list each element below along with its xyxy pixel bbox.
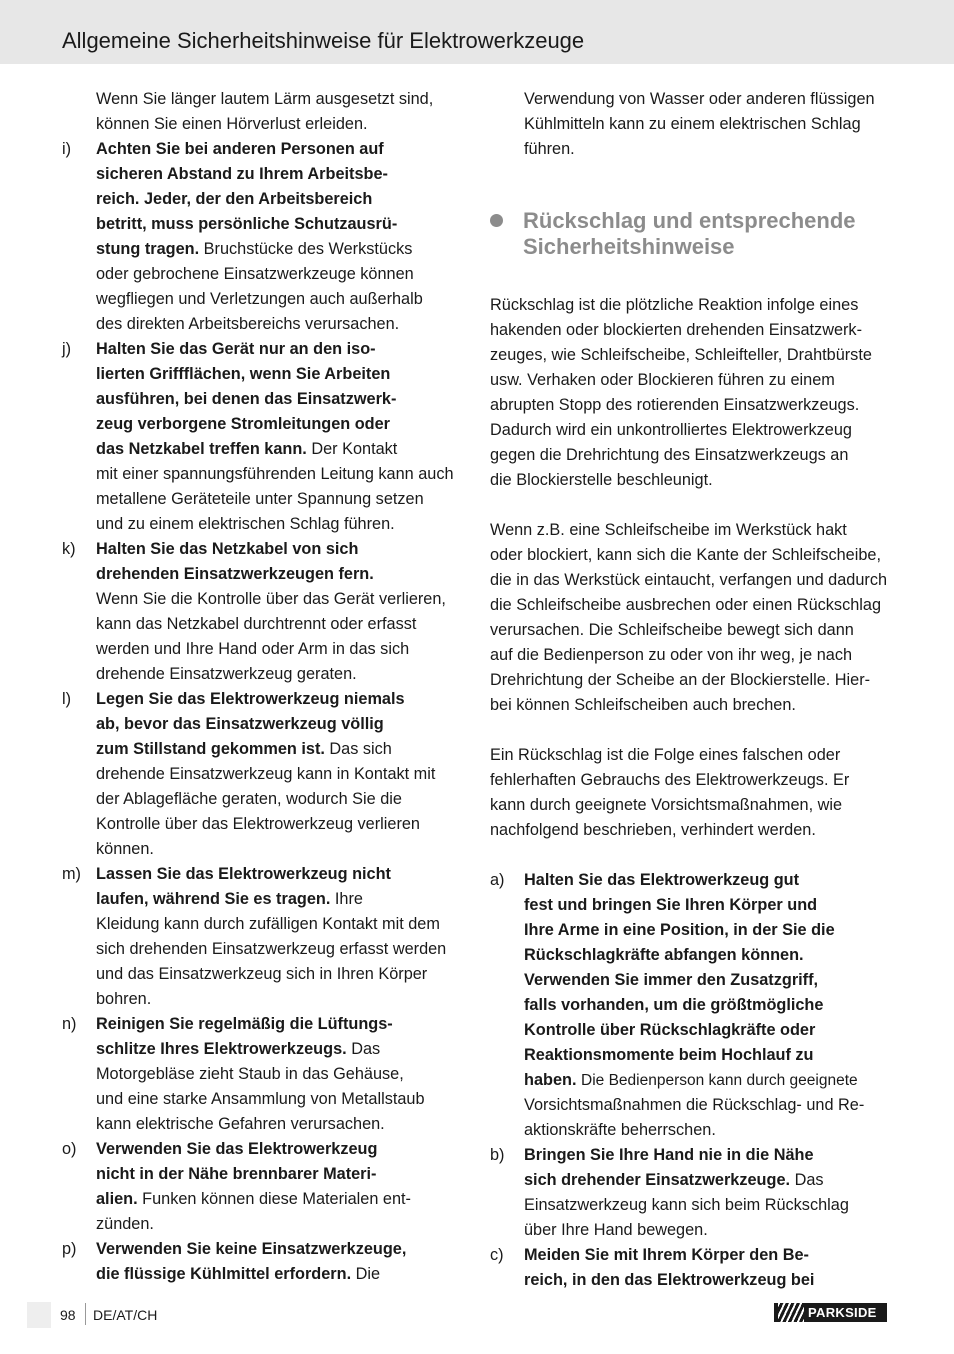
left-column — [62, 87, 466, 1287]
text-span: Das sich — [329, 740, 392, 758]
bold-line: ab, bevor das Einsatzwerkzeug völlig — [96, 715, 384, 733]
safety-item-p — [62, 1237, 466, 1287]
bold-line: Legen Sie das Elektrowerkzeug niemals — [96, 690, 405, 708]
bold-line: falls vorhanden, um die größtmögliche — [524, 996, 824, 1014]
safety-item-c — [490, 1243, 894, 1293]
paragraph-kickback-definition — [490, 293, 894, 493]
text-line: wegfliegen und Verletzungen auch außerhalb — [96, 290, 423, 308]
text-line: fehlerhaften Gebrauchs des Elektrowerkzeugs. Er — [490, 771, 850, 789]
footer-tab — [27, 1302, 51, 1328]
bold-line: Halten Sie das Netzkabel von sich — [96, 540, 359, 558]
bold-line: zeug verborgene Stromleitungen oder — [96, 415, 391, 433]
bold-line: Achten Sie bei anderen Personen auf — [96, 140, 384, 158]
safety-item-j — [62, 337, 466, 537]
text-span: Bruchstücke des Werkstücks — [203, 240, 413, 258]
text-line: Motorgebläse zieht Staub in das Gehäuse, — [96, 1065, 404, 1083]
text-line: Einsatzwerkzeug kann sich beim Rückschlag — [524, 1196, 849, 1214]
text-line: kann elektrische Gefahren verursachen. — [96, 1115, 385, 1133]
text-line: Wenn Sie die Kontrolle über das Gerät verlieren, — [96, 590, 446, 608]
text-span: Funken können diese Materialen ent- — [142, 1190, 411, 1208]
text-line: Wenn Sie länger lautem Lärm ausgesetzt sind, — [96, 90, 434, 108]
text-line: und eine starke Ansammlung von Metallstaub — [96, 1090, 425, 1108]
item-label: c) — [490, 1246, 504, 1264]
item-label: m) — [62, 865, 81, 883]
item-label: n) — [62, 1015, 77, 1033]
text-line: sich drehenden Einsatzwerkzeug erfasst werden — [96, 940, 447, 958]
paragraph-kickback-prevention — [490, 743, 894, 843]
logo-text: PARKSIDE — [808, 1305, 877, 1320]
bold-line: Kontrolle über Rückschlagkräfte oder — [524, 1021, 816, 1039]
safety-item-i — [62, 137, 466, 337]
page-number: 98 — [60, 1307, 76, 1323]
safety-item-m — [62, 862, 466, 1012]
bold-span: zum Stillstand gekommen ist. — [96, 740, 325, 758]
bold-span: alien. — [96, 1190, 138, 1208]
text-line: zeuges, wie Schleifscheibe, Schleifteller, Drahtbürste — [490, 346, 872, 364]
bold-line: Verwenden Sie das Elektrowerkzeug — [96, 1140, 378, 1158]
text-span: Das — [351, 1040, 381, 1058]
brand-logo — [774, 1303, 887, 1322]
text-span: Das — [794, 1171, 824, 1189]
text-line: Rückschlag ist die plötzliche Reaktion infolge eines — [490, 296, 859, 314]
bold-line: Rückschlagkräfte abfangen können. — [524, 946, 804, 964]
safety-item-o — [62, 1137, 466, 1237]
text-line: Kleidung kann durch zufälligen Kontakt mit dem — [96, 915, 440, 933]
text-line: des direkten Arbeitsbereichs verursachen. — [96, 315, 400, 333]
bold-span: die flüssige Kühlmittel erfordern. — [96, 1265, 352, 1283]
mixed-line — [524, 1168, 894, 1193]
bold-line: Lassen Sie das Elektrowerkzeug nicht — [96, 865, 391, 883]
text-line: usw. Verhaken oder Blockieren führen zu einem — [490, 371, 835, 389]
text-line: oder gebrochene Einsatzwerkzeuge können — [96, 265, 414, 283]
continued-paragraph — [490, 87, 894, 162]
bold-span: laufen, während Sie es tragen. — [96, 890, 331, 908]
text-line: über Ihre Hand bewegen. — [524, 1221, 708, 1239]
right-column — [490, 87, 894, 1293]
text-line: nachfolgend beschrieben, verhindert werden. — [490, 821, 816, 839]
text-line: die Schleifscheibe ausbrechen oder einen Rückschlag — [490, 596, 881, 614]
safety-item-b — [490, 1143, 894, 1243]
mixed-line — [96, 1262, 466, 1287]
section-heading — [490, 208, 894, 260]
text-line: die Blockierstelle beschleunigt. — [490, 471, 713, 489]
text-line: können. — [96, 840, 154, 858]
item-label: a) — [490, 871, 505, 889]
mixed-line — [96, 737, 466, 762]
text-span: Ihre — [334, 890, 363, 908]
text-line: Kühlmitteln kann zu einem elektrischen Schlag — [524, 115, 861, 133]
text-line: kann das Netzkabel durchtrennt oder erfasst — [96, 615, 417, 633]
bold-line: fest und bringen Sie Ihren Körper und — [524, 896, 818, 914]
text-line: drehende Einsatzwerkzeug kann in Kontakt mit — [96, 765, 436, 783]
text-line: werden und Ihre Hand oder Arm in das sich — [96, 640, 410, 658]
text-line: Drehrichtung der Scheibe an der Blockierstelle. Hier- — [490, 671, 871, 689]
text-line: führen. — [524, 140, 575, 158]
page-title: Allgemeine Sicherheitshinweise für Elektrowerkzeuge — [62, 28, 585, 53]
text-line: mit einer spannungsführenden Leitung kann auch — [96, 465, 454, 483]
bold-span: das Netzkabel treffen kann. — [96, 440, 307, 458]
text-line: gegen die Drehrichtung des Einsatzwerkzeugs an — [490, 446, 849, 464]
bold-line: nicht in der Nähe brennbarer Materi- — [96, 1165, 377, 1183]
bold-line: Bringen Sie Ihre Hand nie in die Nähe — [524, 1146, 814, 1164]
text-line: der Ablagefläche geraten, wodurch Sie die — [96, 790, 402, 808]
bold-line: Halten Sie das Elektrowerkzeug gut — [524, 871, 800, 889]
safety-item-a — [490, 868, 894, 1143]
text-line: Ein Rückschlag ist die Folge eines falschen oder — [490, 746, 841, 764]
text-line: kann durch geeignete Vorsichtsmaßnahmen, wie — [490, 796, 843, 814]
text-line: verursachen. Die Schleifscheibe bewegt sich dann — [490, 621, 854, 639]
mixed-line — [96, 887, 466, 912]
bold-line: ausführen, bei denen das Einsatzwerk- — [96, 390, 397, 408]
text-line: auf die Bedienperson zu oder von ihr weg, je nach — [490, 646, 853, 664]
text-line: bohren. — [96, 990, 152, 1008]
safety-item-n — [62, 1012, 466, 1137]
item-label: l) — [62, 690, 72, 708]
bold-line: Verwenden Sie immer den Zusatzgriff, — [524, 971, 819, 989]
text-line: und zu einem elektrischen Schlag führen. — [96, 515, 395, 533]
text-line: aktionskräfte beherrschen. — [524, 1121, 716, 1139]
text-line: und das Einsatzwerkzeug sich in Ihren Körper — [96, 965, 428, 983]
bold-span: sich drehender Einsatzwerkzeuge. — [524, 1171, 791, 1189]
item-label: i) — [62, 140, 72, 158]
mixed-line — [524, 1068, 894, 1093]
mixed-line — [96, 237, 466, 262]
text-line: bei können Schleifscheiben auch brechen. — [490, 696, 796, 714]
item-label: j) — [62, 340, 72, 358]
text-line: abrupten Stopp des rotierenden Einsatzwerkzeugs. — [490, 396, 860, 414]
bold-line: Halten Sie das Gerät nur an den iso- — [96, 340, 376, 358]
logo-stripes-icon — [778, 1303, 804, 1322]
bold-line: Verwenden Sie keine Einsatzwerkzeuge, — [96, 1240, 407, 1258]
heading-line: Rückschlag und entsprechende — [523, 208, 856, 233]
bold-line: Meiden Sie mit Ihrem Körper den Be- — [524, 1246, 809, 1264]
region-code: DE/AT/CH — [93, 1307, 158, 1323]
bold-line: lierten Griffflächen, wenn Sie Arbeiten — [96, 365, 391, 383]
bold-span: haben. — [524, 1071, 577, 1089]
bold-line: sicheren Abstand zu Ihrem Arbeitsbe- — [96, 165, 388, 183]
bold-line: reich, in den das Elektrowerkzeug bei — [524, 1271, 815, 1289]
text-line: Verwendung von Wasser oder anderen flüssigen — [524, 90, 875, 108]
text-line: können Sie einen Hörverlust erleiden. — [96, 115, 368, 133]
text-line: drehende Einsatzwerkzeug geraten. — [96, 665, 357, 683]
text-line: oder blockiert, kann sich die Kante der Schleifscheibe, — [490, 546, 881, 564]
text-line: hakenden oder blockierten drehenden Einsatzwerk- — [490, 321, 862, 339]
footer-divider — [85, 1303, 86, 1325]
intro-paragraph — [62, 87, 466, 137]
mixed-line — [96, 1187, 466, 1212]
bold-span: schlitze Ihres Elektrowerkzeugs. — [96, 1040, 347, 1058]
text-line: metallene Geräteteile unter Spannung setzen — [96, 490, 424, 508]
text-line: die in das Werkstück eintaucht, verfangen und dadurch — [490, 571, 888, 589]
text-span: Die Bedienperson kann durch geeignete — [581, 1072, 858, 1089]
page-header — [0, 0, 954, 64]
paragraph-kickback-example — [490, 518, 894, 718]
bold-span: stung tragen. — [96, 240, 200, 258]
text-line: Kontrolle über das Elektrowerkzeug verlieren — [96, 815, 420, 833]
text-line: Wenn z.B. eine Schleifscheibe im Werkstück hakt — [490, 521, 847, 539]
safety-item-l — [62, 687, 466, 862]
text-span: Der Kontakt — [311, 440, 398, 458]
bold-line: Reaktionsmomente beim Hochlauf zu — [524, 1046, 814, 1064]
bold-line: Ihre Arme in eine Position, in der Sie die — [524, 921, 835, 939]
item-label: b) — [490, 1146, 505, 1164]
bold-line: reich. Jeder, der den Arbeitsbereich — [96, 190, 373, 208]
mixed-line — [96, 437, 466, 462]
bold-line: drehenden Einsatzwerkzeugen fern. — [96, 565, 374, 583]
item-label: p) — [62, 1240, 77, 1258]
text-span: Die — [355, 1265, 381, 1283]
text-line: Dadurch wird ein unkontrolliertes Elektrowerkzeug — [490, 421, 852, 439]
safety-item-k — [62, 537, 466, 687]
item-label: o) — [62, 1140, 77, 1158]
text-line: zünden. — [96, 1215, 154, 1233]
bullet-icon — [490, 214, 503, 227]
bold-line: Reinigen Sie regelmäßig die Lüftungs- — [96, 1015, 393, 1033]
item-label: k) — [62, 540, 76, 558]
heading-line: Sicherheitshinweise — [523, 234, 735, 259]
mixed-line — [96, 1037, 466, 1062]
text-line: Vorsichtsmaßnahmen die Rückschlag- und Re- — [524, 1096, 865, 1114]
bold-line: betritt, muss persönliche Schutzausrü- — [96, 215, 398, 233]
